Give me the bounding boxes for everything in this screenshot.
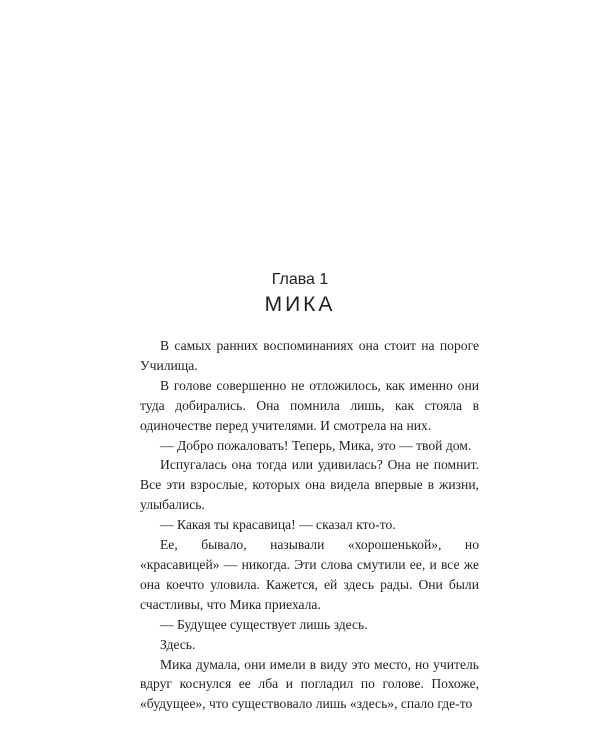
paragraph: — Какая ты красавица! — сказал кто-то. (160, 517, 396, 533)
paragraph: — Добро пожаловать! Теперь, Мика, это — твой дом. (160, 437, 472, 453)
paragraph: Мика думала, они имели в виду это место, но учитель вдруг коснулся ее лба и погладил по голове. Похоже, «будущее», что существовало лишь «здесь», спало где-то (140, 656, 479, 712)
chapter-body (140, 336, 479, 714)
paragraph: Ее, бывало, называли «хорошенькой», но «красавицей» — никогда. Эти слова смутили ее, и все же она коечто уловила. Кажется, ей здесь рады. Они были счастливы, что Мика приехала. (140, 537, 479, 612)
paragraph: В самых ранних воспоминаниях она стоит на пороге Училища. (140, 338, 479, 373)
paragraph: Испугалась она тогда или удивилась? Она не помнит. Все эти взрослые, которых она видела впервые в жизни, улыбались. (140, 457, 479, 513)
paragraph: — Будущее существует лишь здесь. (160, 616, 368, 632)
paragraph: Здесь. (160, 636, 196, 652)
chapter-number: Глава 1 (271, 271, 329, 288)
paragraph: В голове совершенно не отложилось, как именно они туда добирались. Она помнила лишь, как стояла в одиночестве перед учителями. И смотрела на них. (140, 377, 479, 433)
chapter-title: МИКА (264, 293, 336, 316)
